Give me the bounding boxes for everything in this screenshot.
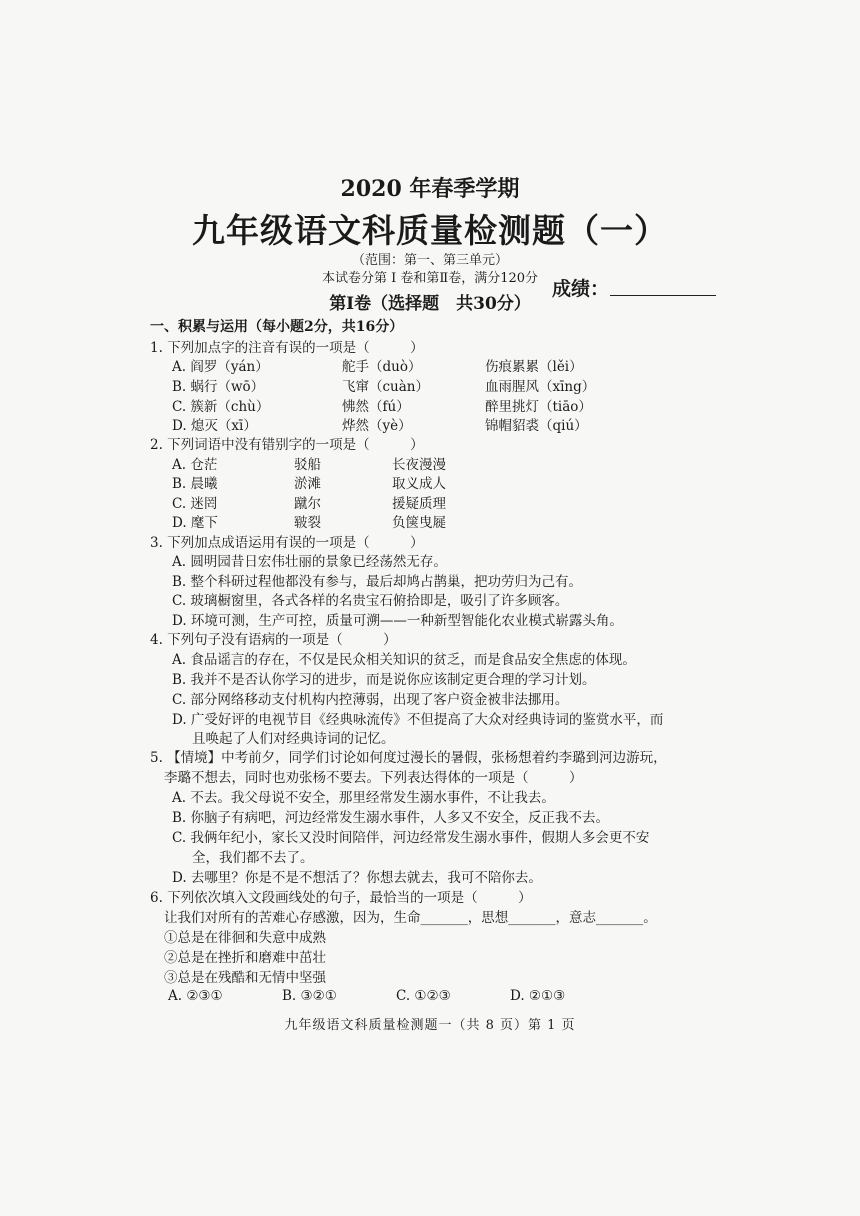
q6-choice: D. ②①③ (510, 988, 566, 1004)
q5-opt: B. 你脑子有病吧，河边经常发生溺水事件，人多又不安全，反正我不去。 (172, 810, 610, 826)
q2-opt: 援疑质理 (392, 496, 446, 512)
q2-stem: 2. 下列词语中没有错别字的一项是（ ） (150, 437, 424, 453)
score-label: 成绩： (552, 278, 610, 300)
q6-choice: A. ②③① (168, 988, 223, 1004)
q3-stem: 3. 下列加点成语运用有误的一项是（ ） (150, 535, 424, 551)
q1-opt: 烨然（yè） (342, 418, 412, 434)
q1-opt: 血雨腥风（xīng） (485, 379, 596, 395)
q2-opt: 负箧曳屣 (392, 515, 446, 531)
section-title: 一、积累与运用（每小题2分，共16分） (150, 319, 404, 335)
q3-opt: A. 圆明园昔日宏伟壮丽的景象已经荡然无存。 (172, 554, 447, 570)
q1-opt: A. 阎罗（yán） (172, 359, 269, 375)
q6-line: ③总是在残酷和无情中坚强 (164, 970, 326, 986)
q2-opt: 取义成人 (392, 476, 446, 492)
q1-opt: 舵手（duò） (342, 359, 422, 375)
exam-scope: （范围：第一、第三单元） (351, 253, 508, 268)
q6-choice: C. ①②③ (396, 988, 451, 1004)
q2-opt: 长夜漫漫 (392, 457, 446, 473)
q6-stem: 6. 下列依次填入文段画线处的句子，最恰当的一项是（ ） (150, 890, 532, 906)
q5-stem-cont: 李璐不想去，同时也劝张杨不要去。下列表达得体的一项是（ ） (164, 770, 583, 786)
q2-opt: 淤滩 (294, 476, 321, 492)
q3-opt: C. 玻璃橱窗里，各式各样的名贵宝石俯拾即是，吸引了许多顾客。 (172, 593, 569, 609)
q2-opt: B. 晨曦 (172, 476, 218, 492)
volume-title: 第Ⅰ卷（选择题 共30分） (329, 294, 531, 314)
q4-opt: A. 食品谣言的存在，不仅是民众相关知识的贫乏，而是食品安全焦虑的体现。 (172, 652, 636, 668)
q6-line: ①总是在徘徊和失意中成熟 (164, 930, 326, 946)
q1-opt: B. 蜗行（wō） (172, 379, 265, 395)
q4-opt-cont: 且唤起了人们对经典诗词的记忆。 (192, 731, 395, 747)
page-footer: 九年级语文科质量检测题一（共 8 页）第 1 页 (284, 1018, 576, 1033)
exam-year: 2020 年春季学期 (340, 176, 520, 202)
exam-note: 本试卷分第 I 卷和第Ⅱ卷，满分120分 (321, 271, 539, 286)
q1-opt: 醉里挑灯（tiāo） (485, 399, 592, 415)
q4-opt: C. 部分网络移动支付机构内控薄弱，出现了客户资金被非法挪用。 (172, 692, 569, 708)
q4-opt: B. 我并不是否认你学习的进步，而是说你应该制定更合理的学习计划。 (172, 672, 596, 688)
q2-opt: D. 麾下 (172, 515, 218, 531)
q1-opt: 伤痕累累（lěi） (485, 359, 583, 375)
exam-title: 九年级语文科质量检测题（一） (192, 211, 668, 250)
q2-opt: C. 迷罔 (172, 496, 218, 512)
q6-passage: 让我们对所有的苦难心存感激，因为，生命_______，思想_______，意志_______。 (164, 910, 657, 926)
q2-opt: 皲裂 (294, 515, 321, 531)
q5-stem: 5. 【情境】中考前夕，同学们讨论如何度过漫长的暑假，张杨想着约李璐到河边游玩， (150, 750, 667, 766)
q2-opt: 驳船 (294, 457, 321, 473)
q6-line: ②总是在挫折和磨难中茁壮 (164, 950, 326, 966)
q3-opt: B. 整个科研过程他都没有参与，最后却鸠占鹊巢，把功劳归为己有。 (172, 574, 583, 590)
q6-choice: B. ③②① (282, 988, 337, 1004)
q5-opt: A. 不去。我父母说不安全，那里经常发生溺水事件，不让我去。 (172, 790, 555, 806)
q1-opt: C. 簇新（chù） (172, 399, 270, 415)
q1-opt: 飞窜（cuàn） (342, 379, 429, 395)
q5-opt-cont: 全，我们都不去了。 (192, 850, 314, 866)
q2-opt: 蹴尔 (294, 496, 321, 512)
q1-opt: D. 熄灭（xī） (172, 418, 257, 434)
q5-opt: C. 我俩年纪小，家长又没时间陪伴，河边经常发生溺水事件，假期人多会更不安 (172, 830, 650, 846)
q2-opt: A. 仓茫 (172, 457, 218, 473)
q3-opt: D. 环境可测，生产可控，质量可溯——一种新型智能化农业模式崭露头角。 (172, 613, 623, 629)
q1-stem: 1. 下列加点字的注音有误的一项是（ ） (150, 340, 424, 356)
q4-stem: 4. 下列句子没有语病的一项是（ ） (150, 632, 397, 648)
q1-opt: 怫然（fú） (342, 399, 410, 415)
q1-opt: 锦帽貂裘（qiú） (485, 418, 588, 434)
q4-opt: D. 广受好评的电视节目《经典咏流传》不但提高了大众对经典诗词的鉴赏水平，而 (172, 712, 664, 728)
q5-opt: D. 去哪里？你是不是不想活了？你想去就去，我可不陪你去。 (172, 870, 542, 886)
